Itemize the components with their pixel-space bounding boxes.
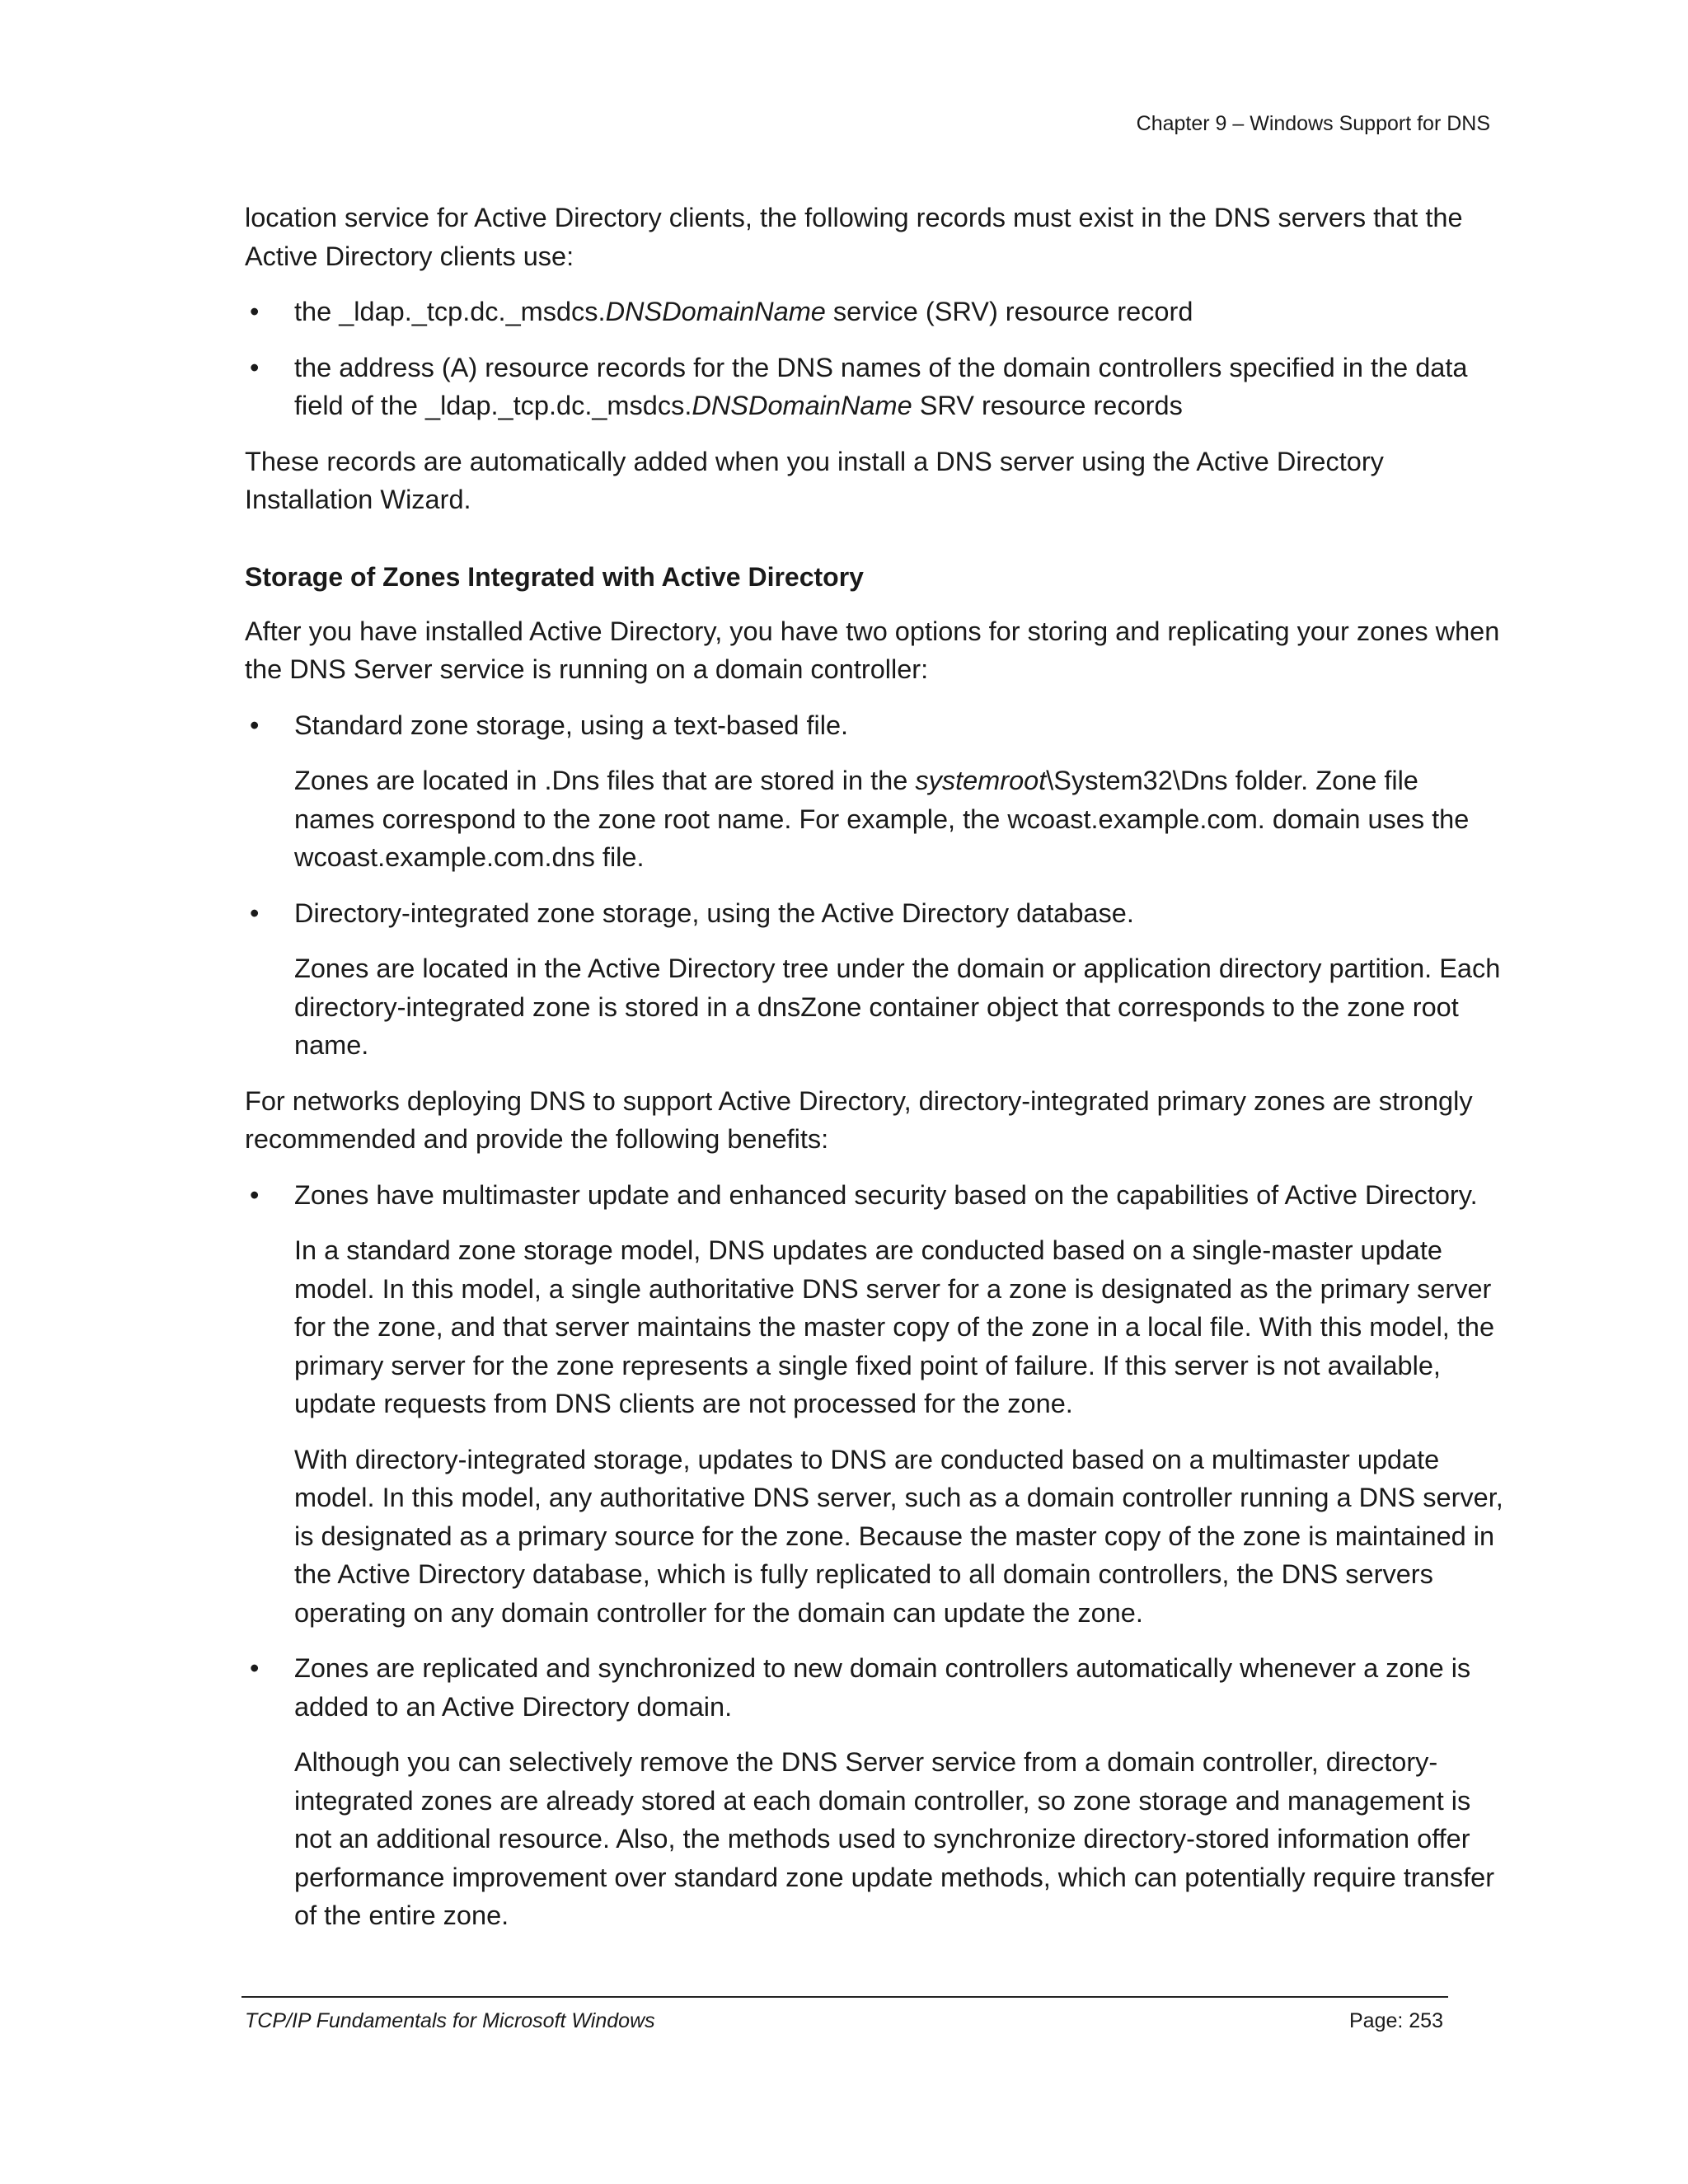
bullet-icon: • [250,352,260,382]
benefit-detail: In a standard zone storage model, DNS updates are conducted based on a single-master update model. In this model, a single authoritative DNS server for a zone is designated as the primary server for the zone, and that server maintains the master copy of the zone in a local file. With this model, the primary server for the zone represents a single fixed point of failure. If this server is not available, update requests from DNS clients are not processed for the zone. [294,1235,1495,1418]
storage-option-text: Directory-integrated zone storage, using the Active Directory database. [294,898,1134,928]
detail-text-after: \System32\Dns folder. Zone file names correspond to the zone root name. For example, the wcoast.example.com. domain uses the wcoast.example.com.dns file. [294,766,1470,872]
storage-intro: After you have installed Active Directory, you have two options for storing and replicating your zones when the DNS Server service is running on a domain controller: [245,616,1500,684]
section-heading: Storage of Zones Integrated with Active Directory [245,561,864,592]
bullet-icon: • [250,710,260,740]
list-item [245,349,1506,425]
detail-text-italic: systemroot [915,766,1047,795]
list-item [245,894,1506,933]
bullet-icon: • [250,297,260,326]
benefit-text: Zones have multimaster update and enhanced security based on the capabilities of Active Directory. [294,1179,1478,1210]
bullet-icon: • [250,898,260,928]
benefit-detail: With directory-integrated storage, updates to DNS are conducted based on a multimaster update model. In this model, any authoritative DNS server, such as a domain controller running a DNS server, is designated as a primary source for the zone. Because the master copy of the zone is maintained in the Active Directory database, which is fully replicated to all domain controllers, the DNS servers operating on any domain controller for the domain can update the zone. [294,1444,1503,1628]
list-item [245,1176,1506,1215]
bullet-icon: • [250,1653,260,1683]
record-text-before: the _ldap._tcp.dc._msdcs. [294,297,606,326]
storage-option-text: Standard zone storage, using a text-based file. [294,710,849,740]
list-item [245,1649,1506,1726]
benefit-detail: Although you can selectively remove the DNS Server service from a domain controller, directory-integrated zones are already stored at each domain controller, so zone storage and management is not an additional resource. Also, the methods used to synchronize directory-stored information offer performance improvement over standard zone update methods, which can potentially require transfer of the entire zone. [294,1747,1495,1930]
list-item [245,706,1506,745]
benefit-text: Zones are replicated and synchronized to new domain controllers automatically whenever a zone is added to an Active Directory domain. [294,1653,1471,1722]
record-text-before: the address (A) resource records for the DNS names of the domain controllers specified in the data field of the _ldap._tcp.dc._msdcs. [294,352,1468,420]
record-text-after: SRV resource records [912,391,1183,420]
footer-page-number: Page: 253 [1349,2009,1443,2032]
record-text-after: service (SRV) resource record [825,297,1193,326]
bullet-icon: • [250,1179,260,1210]
page-body [245,199,1506,1952]
intro-paragraph: location service for Active Directory clients, the following records must exist in the DNS servers that the Active Directory clients use: [245,203,1463,271]
record-text-italic: DNSDomainName [605,297,826,326]
benefits-intro: For networks deploying DNS to support Active Directory, directory-integrated primary zones are strongly recommended and provide the following benefits: [245,1085,1473,1154]
record-text-italic: DNSDomainName [692,391,912,420]
running-header: Chapter 9 – Windows Support for DNS [1136,112,1490,135]
records-note: These records are automatically added when you install a DNS server using the Active Directory Installation Wizard. [245,446,1384,514]
footer-book-title: TCP/IP Fundamentals for Microsoft Windows [245,2009,655,2032]
list-item [245,293,1506,331]
storage-option-detail [245,762,1506,877]
detail-text-before: Zones are located in .Dns files that are stored in the [294,766,916,795]
storage-option-detail: Zones are located in the Active Directory tree under the domain or application directory partition. Each directory-integrated zone is stored in a dnsZone container object that corresponds to the zone root name. [294,954,1501,1060]
footer-divider [241,1996,1448,1998]
